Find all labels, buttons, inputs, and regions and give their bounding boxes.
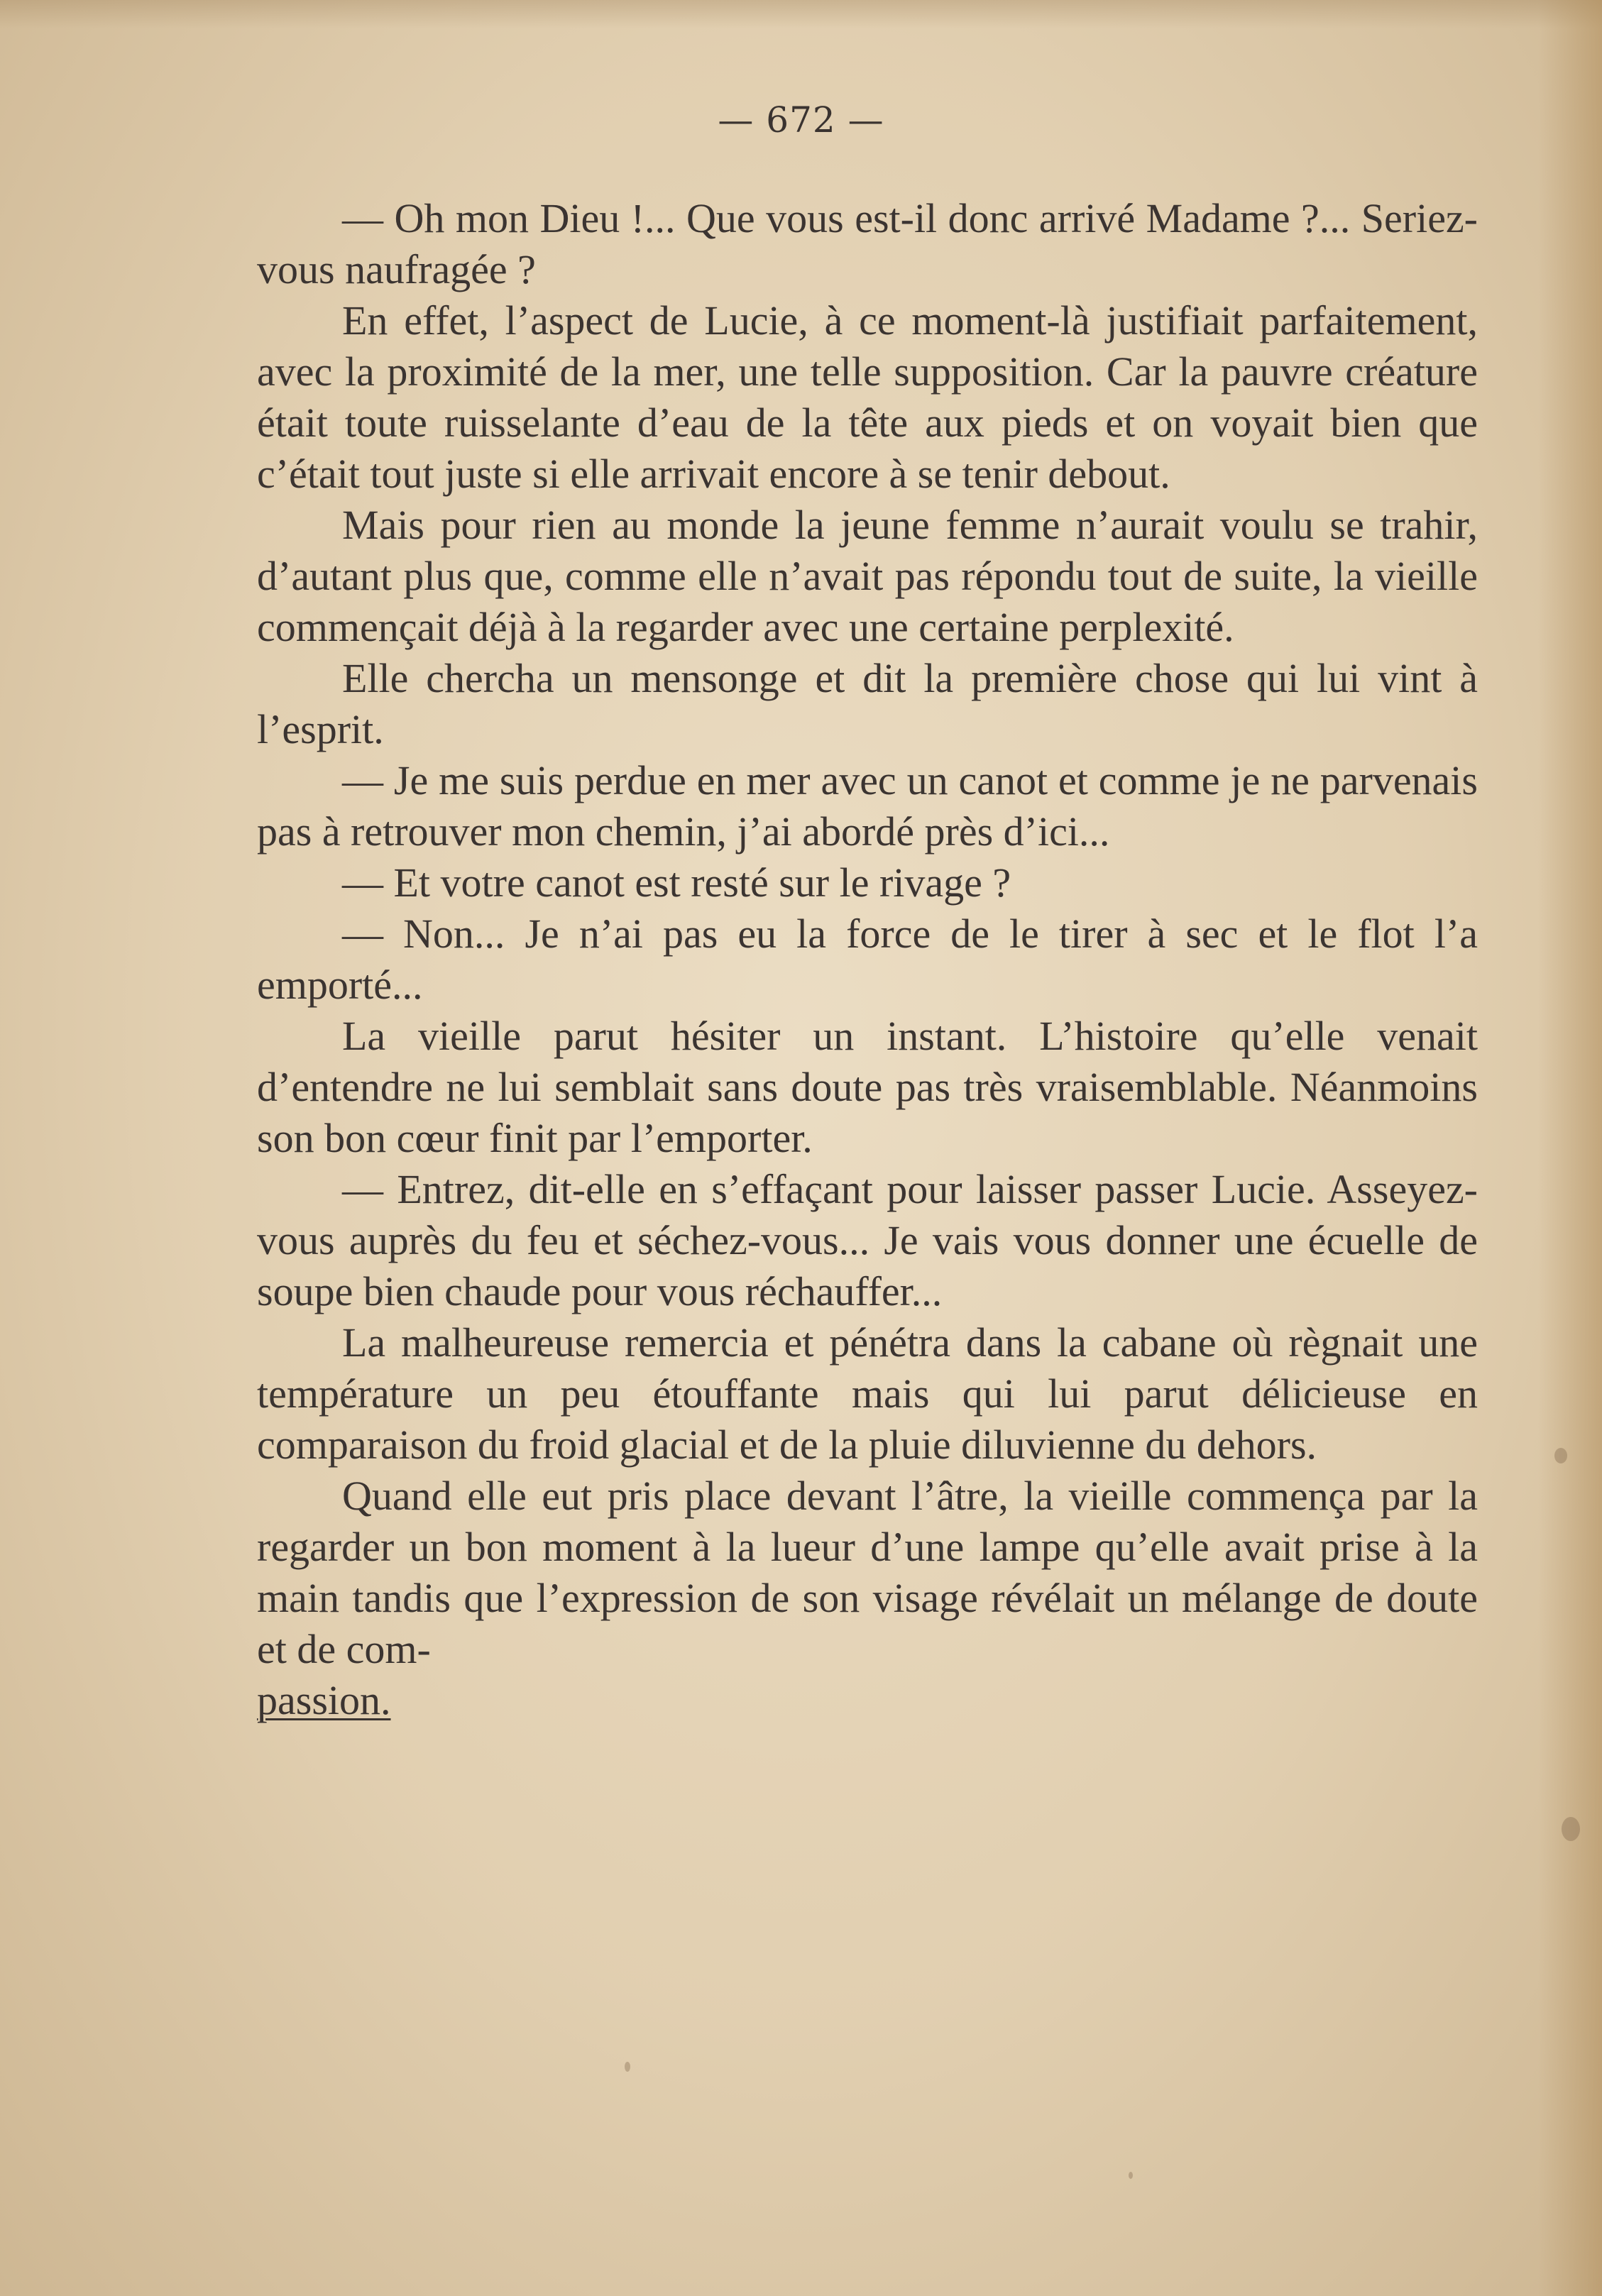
paragraph: La malheureuse remercia et pénétra dans la cabane où règnait une température un peu étouffante mais qui lui parut délicieuse en comparaison du froid glacial et de la pluie diluvienne du dehors. bbox=[257, 1319, 1478, 1468]
paragraph: — Je me suis perdue en mer avec un canot et comme je ne parvenais pas à retrouver mon chemin, j’ai abordé près d’ici... bbox=[257, 757, 1478, 855]
final-word: passion. bbox=[257, 1677, 391, 1723]
paper-speck bbox=[1562, 1817, 1580, 1841]
paragraph: Elle chercha un mensonge et dit la première chose qui lui vint à l’esprit. bbox=[257, 655, 1478, 752]
paragraph: — Oh mon Dieu !... Que vous est-il donc arrivé Madame ?... Seriez-vous naufragée ? bbox=[257, 195, 1478, 292]
paragraph: La vieille parut hésiter un instant. L’histoire qu’elle venait d’entendre ne lui semblait sans doute pas très vraisemblable. Néanmoins son bon cœur finit par l’emporter. bbox=[257, 1013, 1478, 1161]
paper-speck bbox=[1129, 2172, 1133, 2179]
paragraph: — Entrez, dit-elle en s’effaçant pour laisser passer Lucie. Asseyez-vous auprès du feu et séchez-vous... Je vais vous donner une écuelle de soupe bien chaude pour vous réchauffer... bbox=[257, 1166, 1478, 1314]
paragraph: — Non... Je n’ai pas eu la force de le tirer à sec et le flot l’a emporté... bbox=[257, 911, 1478, 1008]
page-edge-shadow bbox=[1538, 0, 1602, 2296]
body-text bbox=[257, 193, 1478, 1726]
final-paragraph-text: Quand elle eut pris place devant l’âtre, la vieille commença par la regarder un bon moment à la lueur d’une lampe qu’elle avait prise à la main tandis que l’expression de son visage révélait un mélange de doute et de com- bbox=[257, 1473, 1478, 1672]
paragraph: Mais pour rien au monde la jeune femme n’aurait voulu se trahir, d’autant plus que, comme elle n’avait pas répondu tout de suite, la vieille commençait déjà à la regarder avec une certaine perplexité. bbox=[257, 502, 1478, 650]
paragraph: En effet, l’aspect de Lucie, à ce moment-là justifiait parfaitement, avec la proximité de la mer, une telle supposition. Car la pauvre créature était toute ruisselante d’eau de la tête aux pieds et on voyait bien que c’était tout juste si elle arrivait encore à se tenir debout. bbox=[257, 297, 1478, 497]
final-paragraph bbox=[257, 1471, 1478, 1726]
page-top-shadow bbox=[0, 0, 1602, 28]
paper-speck bbox=[1554, 1448, 1567, 1463]
paragraph: — Et votre canot est resté sur le rivage ? bbox=[342, 859, 1011, 906]
page-number: — 672 — bbox=[718, 99, 884, 141]
paper-speck bbox=[625, 2062, 630, 2072]
